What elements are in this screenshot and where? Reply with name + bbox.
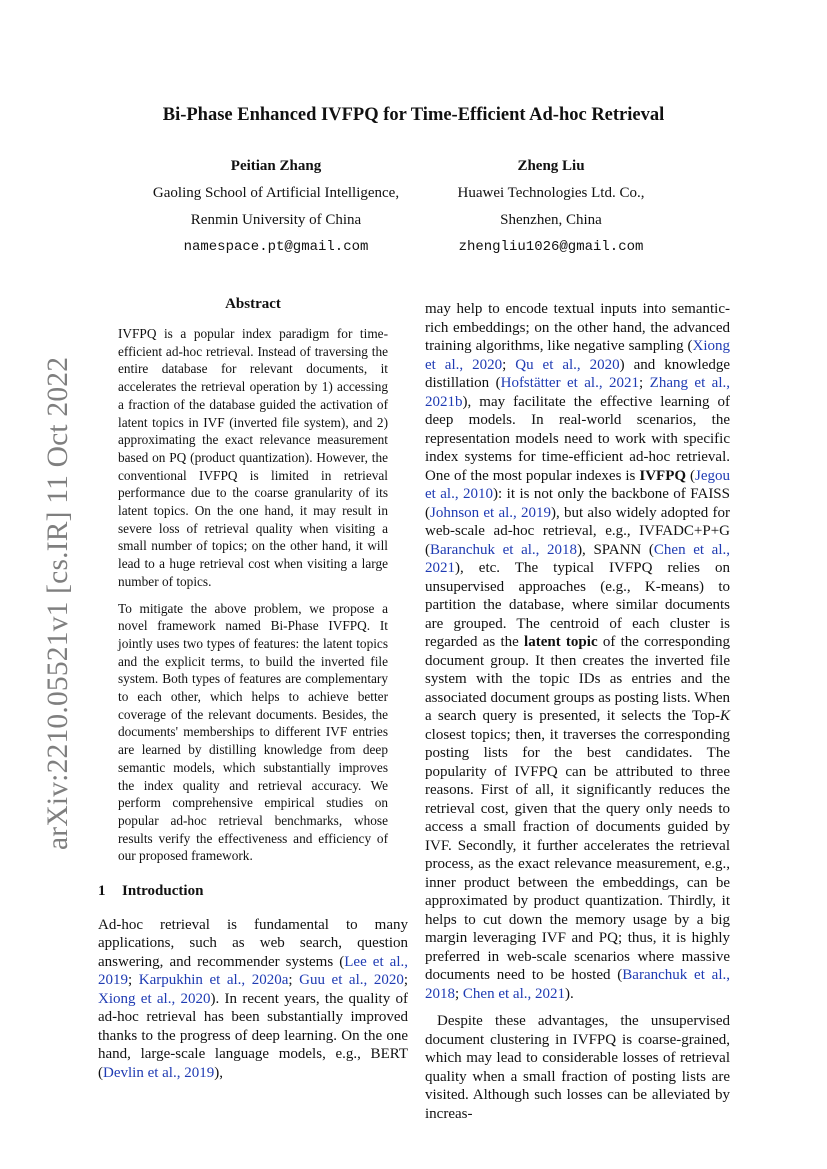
- author-email: namespace.pt@gmail.com: [183, 239, 369, 255]
- abstract-paragraph-1: IVFPQ is a popular index paradigm for time-efficient ad-hoc retrieval. Instead of traversing the entire database for relevant documents, it accelerates the retrieval operation by 1) accessing a fraction of the database guided the activation of latent topics in IVF (inverted file system), and 2) approximating the exact relevance measurement based on PQ (product quantization). However, the conventional IVFPQ is limited in retrieval performance due to the coarse granularity of its latent topics. On the one hand, it may result in severe loss of retrieval quality when visiting a small number of topics; on the other hand, it will lead to a huge retrieval cost when visiting a large number of topics.: [118, 326, 388, 589]
- text-run: (: [686, 467, 695, 484]
- text-run: may help to encode textual inputs into semantic-rich embeddings; on the other hand, the advanced training algorithms, like negative sampling (: [425, 301, 730, 354]
- text-run: ) and knowledge distillation (: [425, 356, 731, 391]
- author-name: Peitian Zhang: [230, 158, 322, 174]
- arxiv-stamp: [18, 356, 74, 850]
- text-run: ).: [565, 985, 574, 1002]
- text-run: ). In recent years, the quality of ad-hoc retrieval has been substantially improved thanks to the progress of deep learning. On the one hand, large-scale language models, e.g., BERT (: [98, 990, 408, 1081]
- citation-link[interactable]: Qu et al., 2020: [515, 356, 620, 373]
- section-heading: [98, 882, 408, 901]
- citation-link[interactable]: Xiong et al., 2020: [425, 338, 730, 373]
- text-run: ;: [639, 375, 650, 391]
- citation-link[interactable]: Karpukhin et al., 2020a: [138, 972, 289, 989]
- author-block-1: [126, 153, 426, 261]
- citation-link[interactable]: Devlin et al., 2019: [103, 1064, 215, 1081]
- citation-link[interactable]: Zhang et al., 2021b: [425, 375, 730, 410]
- citation-link[interactable]: Baranchuk et al., 2018: [425, 967, 730, 1002]
- section-title: Introduction: [122, 883, 204, 900]
- citation-link[interactable]: Johnson et al., 2019: [430, 504, 551, 521]
- text-run: ;: [502, 356, 516, 373]
- text-run: Ad-hoc retrieval is fundamental to many applications, such as web search, question answering, and recommender systems (: [98, 916, 408, 970]
- section-number: 1: [98, 883, 106, 900]
- author-affiliation: Gaoling School of Artificial Intelligence,: [152, 185, 400, 201]
- author-name: Zheng Liu: [517, 158, 585, 174]
- text-run: ): it is not only the backbone of FAISS (: [425, 486, 730, 521]
- paper-title: Bi-Phase Enhanced IVFPQ for Time-Efficient Ad-hoc Retrieval: [162, 105, 665, 125]
- right-column: [425, 300, 730, 1123]
- text-run: closest topics; then, it traverses the corresponding posting lists for the best candidates. The popularity of IVFPQ can be attributed to three reasons. First of all, it significantly reduces the retrieval cost, given that the query only needs to access a small fraction of documents guided by IVF. Secondly, it further accelerates the retrieval process, as the exact relevance measurement, e.g., inner product between the embeddings, can be approximated by product quantization. Thirdly, it helps to cut down the memory usage by a big margin leveraging IVF and PQ; thus, it is highly preferred in web-scale scenarios where massive documents need to be hosted (: [425, 726, 730, 983]
- author-block-2: [401, 153, 701, 261]
- citation-link[interactable]: Jegou et al., 2010: [425, 467, 730, 502]
- text-run: ), but also widely adopted for web-scale ad-hoc retrieval, e.g., IVFADC+P+G (: [425, 504, 730, 558]
- intro-paragraph-1: [98, 916, 408, 1083]
- text-run: ;: [403, 972, 408, 989]
- author-affiliation: Huawei Technologies Ltd. Co.,: [457, 185, 645, 201]
- text-run: ;: [128, 972, 139, 989]
- citation-link[interactable]: Xiong et al., 2020: [98, 990, 211, 1007]
- text-run: of the corresponding document group. It then creates the inverted file system with the topic IDs as entries and the associated document groups as posting lists. When a search query is presented, it selects the Top-: [425, 634, 730, 724]
- text-run: ),: [214, 1064, 223, 1081]
- arxiv-stamp-text: arXiv:2210.05521v1 [cs.IR] 11 Oct 2022: [42, 356, 74, 850]
- text-run: ), may facilitate the effective learning of deep models. In real-world scenarios, the representation models need to work with specific index systems for time-efficient ad-hoc retrieval. One of the most popular indexes is: [425, 393, 730, 484]
- intro-paragraph-2: Despite these advantages, the unsupervised document clustering in IVFPQ is coarse-grained, which may lead to considerable losses of retrieval quality when a small fraction of posting lists are visited. Although such losses can be alleviated by increas-: [425, 1013, 730, 1122]
- abstract-heading: Abstract: [225, 296, 281, 312]
- bold-term: IVFPQ: [639, 467, 687, 484]
- citation-link[interactable]: Baranchuk et al., 2018: [430, 541, 578, 558]
- left-column: [98, 295, 408, 1082]
- author-affiliation: Renmin University of China: [190, 212, 362, 228]
- bold-term: latent topic: [524, 634, 598, 650]
- math-variable: K: [719, 708, 730, 724]
- author-affiliation: Shenzhen, China: [500, 212, 602, 228]
- citation-link[interactable]: Lee et al., 2019: [98, 953, 408, 989]
- author-email: zhengliu1026@gmail.com: [458, 239, 644, 255]
- citation-link[interactable]: Hofstätter et al., 2021: [500, 375, 640, 391]
- intro-paragraph-1-cont: [425, 300, 730, 1003]
- text-run: ;: [455, 985, 463, 1002]
- abstract-paragraph-2: To mitigate the above problem, we propose a novel framework named Bi-Phase IVFPQ. It jointly uses two types of features: the latent topics and the explicit terms, to build the inverted file system. Both types of features are complementary to each other, which helps to achieve better coverage of the relevant documents. Besides, the documents' memberships to different IVF entries are learned by distilling knowledge from deep semantic models, which substantially improves the index quality and retrieval accuracy. We perform comprehensive empirical studies on popular ad-hoc retrieval benchmarks, whose results verify the effectiveness and efficiency of our proposed framework.: [118, 600, 388, 864]
- text-run: ), SPANN (: [577, 541, 654, 558]
- citation-link[interactable]: Chen et al., 2021: [462, 985, 565, 1002]
- text-run: ;: [288, 972, 300, 989]
- text-run: ), etc. The typical IVFPQ relies on unsupervised approaches (e.g., K-means) to partition the database, where similar documents are grouped. The centroid of each cluster is regarded as the: [425, 560, 730, 650]
- citation-link[interactable]: Chen et al., 2021: [425, 541, 731, 576]
- citation-link[interactable]: Guu et al., 2020: [299, 972, 404, 989]
